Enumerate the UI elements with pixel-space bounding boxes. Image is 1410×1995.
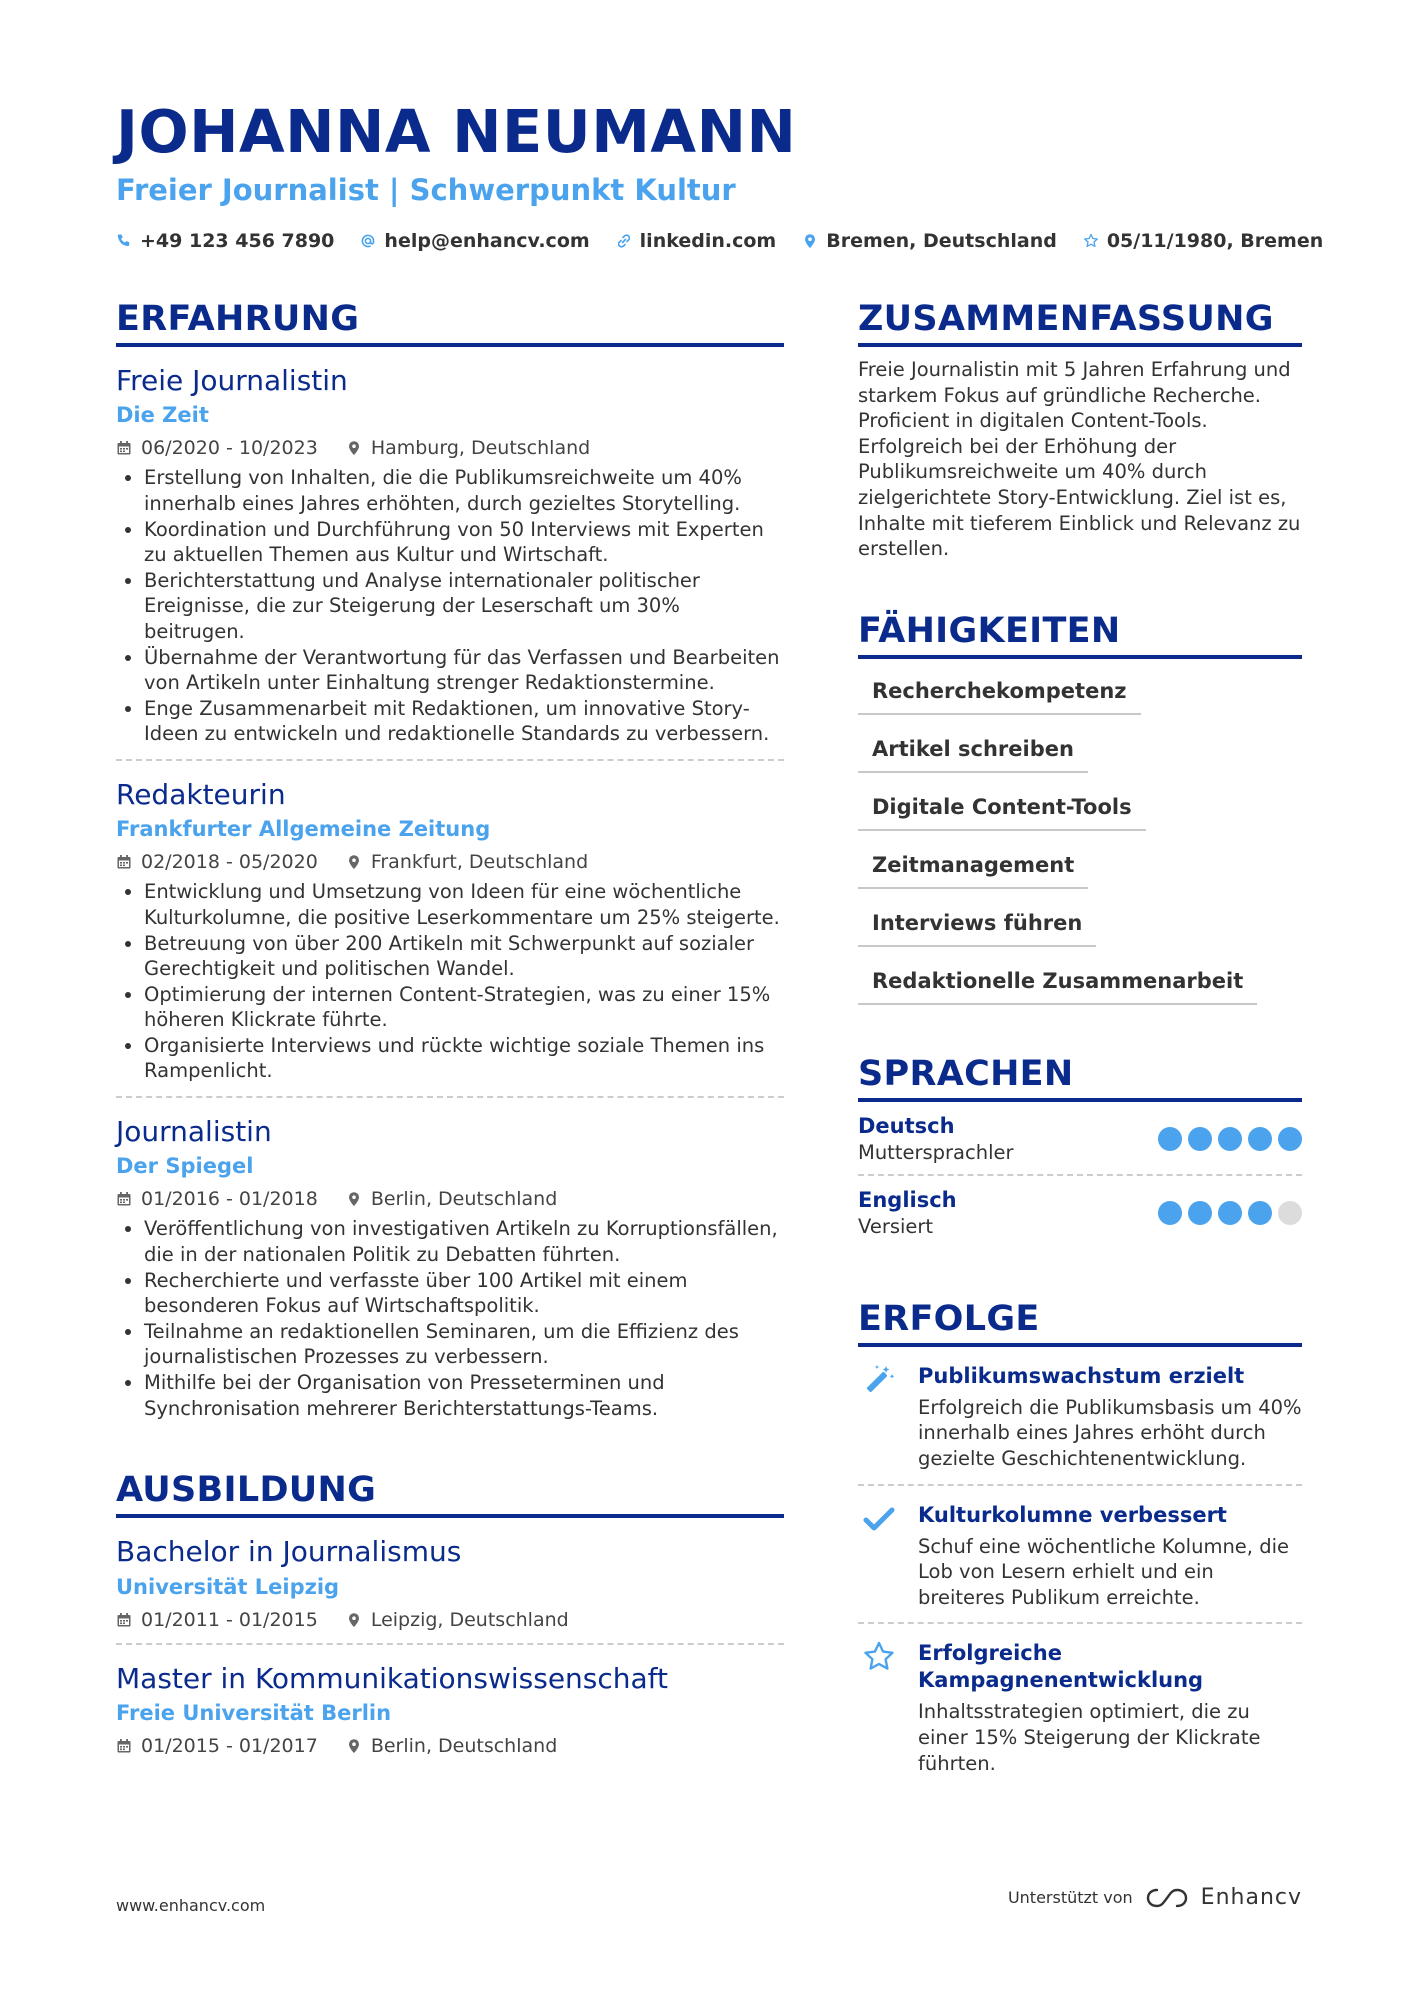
achievement-entry bbox=[858, 1347, 1302, 1486]
summary-text: Freie Journalistin mit 5 Jahren Erfahrung und starkem Fokus auf gründliche Recherche. Proficient in digitalen Content-Tools. Erfolgreich bei der Erhöhung der Publikumsreichweite um 40% durch zielgerichtete Story-Entwicklung. Ziel ist es, Inhalte mit tieferem Einblick und Relevanz zu erstellen. bbox=[858, 358, 1301, 561]
job-title: Journalistin bbox=[116, 1115, 272, 1149]
left-column bbox=[116, 298, 784, 1769]
calendar-icon bbox=[116, 1191, 132, 1207]
location-pin-icon bbox=[346, 1191, 362, 1207]
calendar-icon bbox=[116, 1738, 132, 1754]
education-dates-text: 01/2015 - 01/2017 bbox=[141, 1734, 318, 1757]
job-entry bbox=[116, 761, 784, 1098]
skill-tag: Artikel schreiben bbox=[858, 731, 1088, 773]
contact-email[interactable] bbox=[360, 230, 589, 252]
education-location-text: Leipzig, Deutschland bbox=[370, 1608, 569, 1631]
skills-heading: FÄHIGKEITEN bbox=[858, 610, 1302, 659]
link-icon bbox=[616, 233, 632, 249]
job-company: Der Spiegel bbox=[116, 1154, 254, 1179]
job-bullet: • Enge Zusammenarbeit mit Redaktionen, um innovative Story-Ideen zu entwickeln und redaktionelle Standards zu verbessern. bbox=[144, 696, 784, 747]
language-rating bbox=[1158, 1201, 1302, 1225]
phone-icon bbox=[116, 233, 132, 249]
star-outline-icon bbox=[1083, 233, 1099, 249]
job-bullet: • Teilnahme an redaktionellen Seminaren, um die Effizienz des journalistischen Prozesses zu verbessern. bbox=[144, 1319, 784, 1370]
job-bullet: • Veröffentlichung von investigativen Artikeln zu Korruptionsfällen, die in der nationalen Politik zu Debatten führten. bbox=[144, 1216, 784, 1267]
language-name: Deutsch bbox=[858, 1113, 955, 1138]
location-pin-icon bbox=[346, 1612, 362, 1628]
education-school: Universität Leipzig bbox=[116, 1574, 340, 1599]
job-bullets bbox=[116, 879, 784, 1084]
language-name: Englisch bbox=[858, 1187, 957, 1212]
education-entry bbox=[116, 1645, 784, 1769]
location-pin-icon bbox=[346, 854, 362, 870]
education-degree: Bachelor in Journalismus bbox=[116, 1535, 462, 1569]
job-bullet: • Erstellung von Inhalten, die die Publikumsreichweite um 40% innerhalb eines Jahres erhöhten, durch gezieltes Storytelling. bbox=[144, 465, 784, 516]
rating-dot bbox=[1158, 1201, 1182, 1225]
education-location bbox=[346, 1735, 557, 1757]
enhancv-logo-icon bbox=[1145, 1886, 1189, 1910]
language-level: Muttersprachler bbox=[858, 1140, 1014, 1164]
job-meta bbox=[116, 437, 784, 459]
footer-powered-by: Unterstützt von bbox=[1007, 1888, 1133, 1907]
education-dates-text: 01/2011 - 01/2015 bbox=[141, 1608, 318, 1631]
job-entry bbox=[116, 1098, 784, 1433]
checkmark-icon bbox=[862, 1502, 896, 1536]
job-dates bbox=[116, 1188, 318, 1210]
job-bullet: • Betreuung von über 200 Artikeln mit Schwerpunkt auf sozialer Gerechtigkeit und politischen Wandel. bbox=[144, 931, 784, 982]
calendar-icon bbox=[116, 1612, 132, 1628]
job-bullet: • Koordination und Durchführung von 50 Interviews mit Experten zu aktuellen Themen aus Kultur und Wirtschaft. bbox=[144, 517, 784, 568]
rating-dot bbox=[1278, 1201, 1302, 1225]
job-title: Freie Journalistin bbox=[116, 364, 348, 397]
calendar-icon bbox=[116, 440, 132, 456]
job-location-text: Hamburg, Deutschland bbox=[370, 437, 591, 460]
footer-branding bbox=[1008, 1885, 1302, 1910]
calendar-icon bbox=[116, 854, 132, 870]
job-company: Die Zeit bbox=[116, 403, 209, 428]
rating-dot bbox=[1218, 1127, 1242, 1151]
skills-list bbox=[858, 673, 1302, 1021]
contact-birth-text: 05/11/1980, Bremen bbox=[1106, 230, 1324, 252]
job-company: Frankfurter Allgemeine Zeitung bbox=[116, 817, 491, 842]
magic-wand-icon bbox=[862, 1363, 896, 1397]
location-pin-icon bbox=[802, 233, 818, 249]
right-column bbox=[858, 298, 1302, 1788]
contact-email-text: help@enhancv.com bbox=[384, 230, 590, 252]
rating-dot bbox=[1278, 1127, 1302, 1151]
education-location bbox=[346, 1609, 569, 1631]
contact-phone[interactable] bbox=[116, 230, 334, 252]
languages-heading: SPRACHEN bbox=[858, 1053, 1302, 1102]
achievement-entry bbox=[858, 1486, 1302, 1625]
skill-tag: Interviews führen bbox=[858, 905, 1096, 947]
star-icon bbox=[862, 1640, 896, 1674]
contact-website-text: linkedin.com bbox=[639, 230, 777, 252]
footer-website[interactable]: www.enhancv.com bbox=[116, 1896, 266, 1915]
contact-website[interactable] bbox=[616, 230, 777, 252]
job-bullet: • Mithilfe bei der Organisation von Presseterminen und Synchronisation mehrerer Berichterstattungs-Teams. bbox=[144, 1370, 784, 1421]
education-dates bbox=[116, 1609, 318, 1631]
language-entry bbox=[858, 1102, 1302, 1176]
job-location-text: Frankfurt, Deutschland bbox=[370, 851, 589, 874]
achievement-title: Publikumswachstum erzielt bbox=[918, 1363, 1245, 1388]
job-meta bbox=[116, 851, 784, 873]
job-bullet: • Optimierung der internen Content-Strategien, was zu einer 15% höheren Klickrate führte. bbox=[144, 982, 784, 1033]
education-school: Freie Universität Berlin bbox=[116, 1700, 392, 1725]
language-rating bbox=[1158, 1127, 1302, 1151]
achievement-title: Erfolgreiche Kampagnenentwicklung bbox=[918, 1641, 1204, 1693]
job-bullets bbox=[116, 1216, 784, 1421]
job-dates-text: 01/2016 - 01/2018 bbox=[141, 1188, 318, 1211]
job-dates bbox=[116, 437, 318, 459]
achievement-description: Inhaltsstrategien optimiert, die zu einer 15% Steigerung der Klickrate führten. bbox=[918, 1700, 1261, 1775]
achievement-title: Kulturkolumne verbessert bbox=[918, 1502, 1227, 1527]
at-icon bbox=[360, 233, 376, 249]
job-bullet: • Berichterstattung und Analyse internationaler politischer Ereignisse, die zur Steigerung der Leserschaft um 30% beitrugen. bbox=[144, 568, 784, 645]
job-meta bbox=[116, 1188, 784, 1210]
achievement-description: Schuf eine wöchentliche Kolumne, die Lob von Lesern erhielt und ein breiteres Publikum erreichte. bbox=[918, 1534, 1289, 1609]
job-dates-text: 06/2020 - 10/2023 bbox=[141, 437, 318, 460]
contact-phone-text: +49 123 456 7890 bbox=[140, 230, 335, 252]
education-dates bbox=[116, 1735, 318, 1757]
skill-tag: Digitale Content-Tools bbox=[858, 789, 1146, 831]
education-entry bbox=[116, 1518, 784, 1644]
achievement-entry bbox=[858, 1624, 1302, 1788]
job-dates-text: 02/2018 - 05/2020 bbox=[141, 851, 318, 874]
language-entry bbox=[858, 1176, 1302, 1248]
job-title: Redakteurin bbox=[116, 777, 286, 811]
skill-tag: Redaktionelle Zusammenarbeit bbox=[858, 963, 1257, 1005]
contact-birth bbox=[1083, 230, 1323, 252]
summary-heading: ZUSAMMENFASSUNG bbox=[858, 298, 1302, 347]
job-location-text: Berlin, Deutschland bbox=[370, 1188, 558, 1211]
job-entry bbox=[116, 347, 784, 761]
job-dates bbox=[116, 851, 318, 873]
education-heading: AUSBILDUNG bbox=[116, 1469, 784, 1518]
skill-tag: Recherchekompetenz bbox=[858, 673, 1141, 715]
job-bullet: • Übernahme der Verantwortung für das Verfassen und Bearbeiten von Artikeln unter Einhaltung strenger Redaktionstermine. bbox=[144, 645, 784, 696]
rating-dot bbox=[1188, 1201, 1212, 1225]
candidate-name: JOHANNA NEUMANN bbox=[116, 97, 797, 166]
location-pin-icon bbox=[346, 1738, 362, 1754]
education-location-text: Berlin, Deutschland bbox=[370, 1734, 558, 1757]
rating-dot bbox=[1188, 1127, 1212, 1151]
location-pin-icon bbox=[346, 440, 362, 456]
achievement-description: Erfolgreich die Publikumsbasis um 40% innerhalb eines Jahres erhöht durch gezielte Geschichtenentwicklung. bbox=[918, 1395, 1302, 1470]
skill-tag: Zeitmanagement bbox=[858, 847, 1088, 889]
contact-location-text: Bremen, Deutschland bbox=[826, 230, 1057, 252]
job-location bbox=[346, 1188, 557, 1210]
job-bullet: • Recherchierte und verfasste über 100 Artikel mit einem besonderen Fokus auf Wirtschaftspolitik. bbox=[144, 1268, 784, 1319]
education-meta bbox=[116, 1735, 784, 1757]
experience-heading: ERFAHRUNG bbox=[116, 298, 784, 347]
job-location bbox=[346, 437, 590, 459]
job-location bbox=[346, 851, 588, 873]
education-meta bbox=[116, 1609, 784, 1631]
rating-dot bbox=[1248, 1201, 1272, 1225]
contact-bar bbox=[116, 230, 1323, 252]
education-degree: Master in Kommunikationswissenschaft bbox=[116, 1661, 669, 1695]
rating-dot bbox=[1218, 1201, 1242, 1225]
achievements-heading: ERFOLGE bbox=[858, 1298, 1302, 1347]
job-bullet: • Organisierte Interviews und rückte wichtige soziale Themen ins Rampenlicht. bbox=[144, 1033, 784, 1084]
footer-brand: Enhancv bbox=[1200, 1885, 1302, 1910]
job-bullets bbox=[116, 465, 784, 747]
job-bullet: • Entwicklung und Umsetzung von Ideen für eine wöchentliche Kulturkolumne, die positive Leserkommentare um 25% steigerte. bbox=[144, 879, 784, 930]
rating-dot bbox=[1248, 1127, 1272, 1151]
language-level: Versiert bbox=[858, 1214, 934, 1238]
contact-location bbox=[802, 230, 1057, 252]
rating-dot bbox=[1158, 1127, 1182, 1151]
candidate-title: Freier Journalist | Schwerpunkt Kultur bbox=[116, 173, 736, 207]
